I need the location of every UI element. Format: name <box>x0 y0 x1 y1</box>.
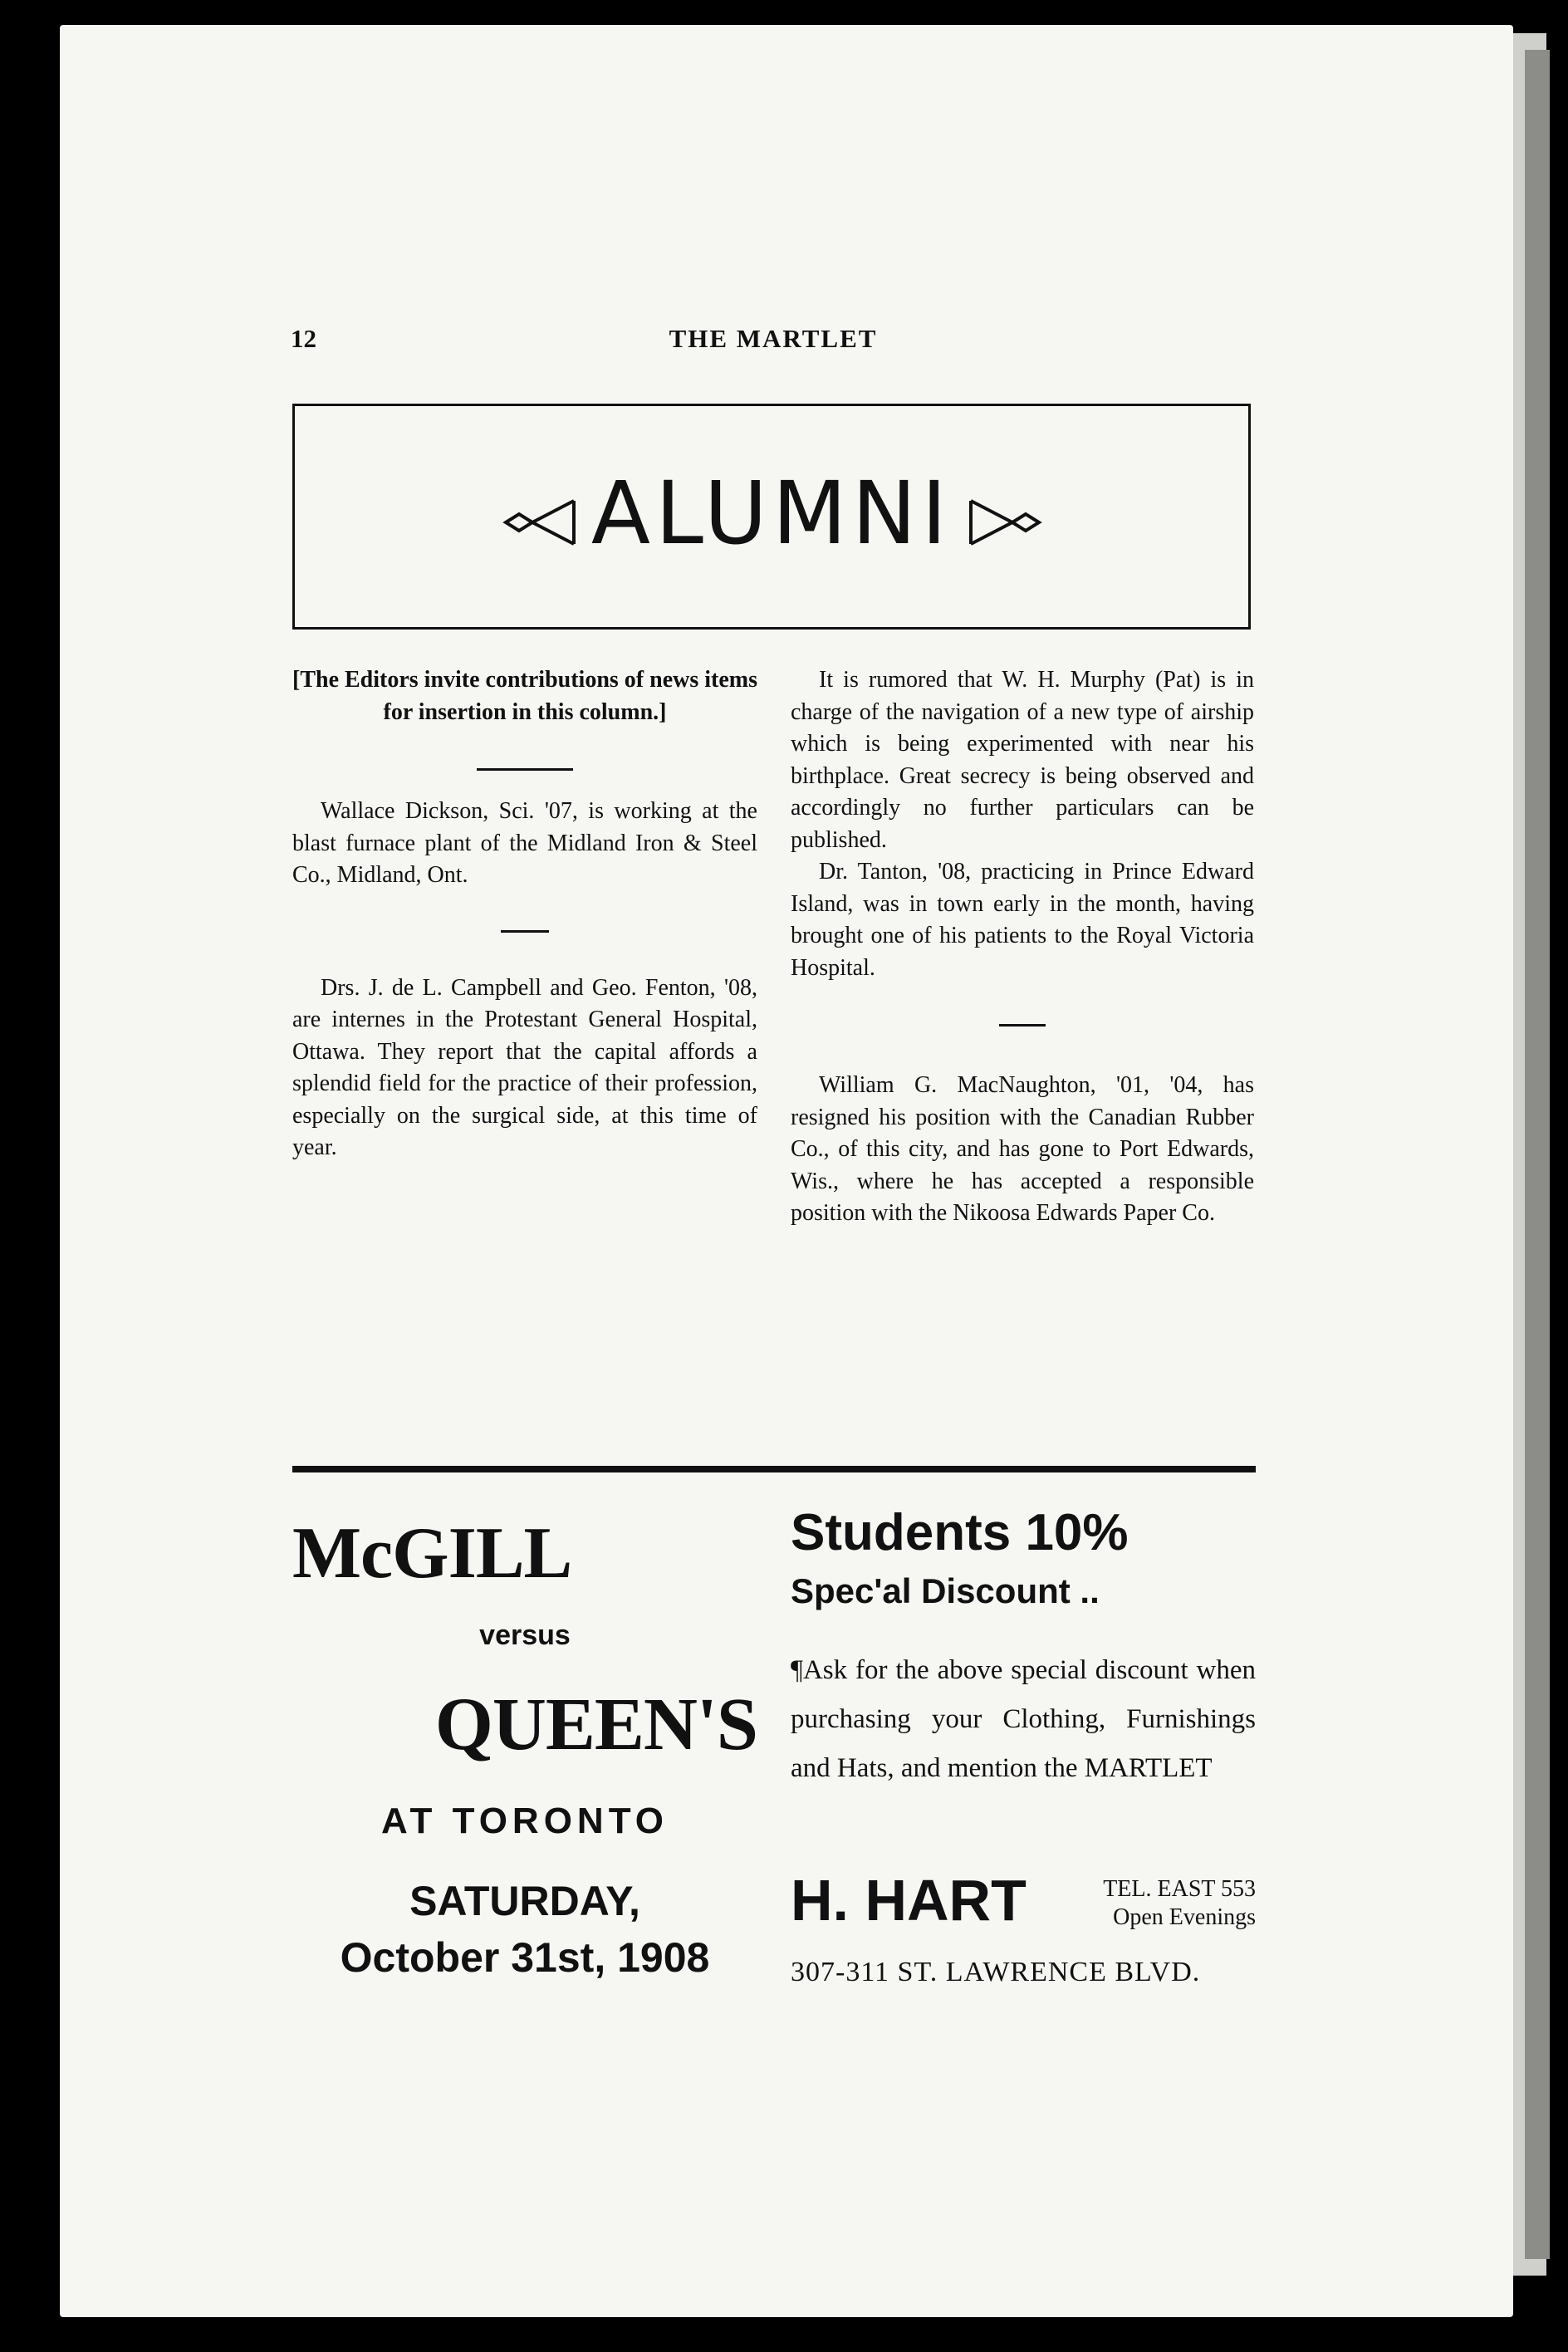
right-column <box>791 664 1254 1230</box>
right-ornament-icon <box>968 497 1042 547</box>
page-edge-shadow <box>1525 50 1550 2259</box>
hart-advertisement <box>791 1495 1256 2010</box>
alumni-banner <box>292 404 1251 630</box>
game-location: AT TORONTO <box>381 1801 669 1841</box>
team-queens: QUEEN'S <box>434 1683 757 1766</box>
store-hours: Open Evenings <box>1113 1904 1256 1930</box>
page-number: 12 <box>291 324 316 353</box>
section-divider <box>477 768 573 771</box>
page-header <box>291 324 1256 365</box>
banner-title: ALUMNI <box>590 463 953 564</box>
ad-divider <box>292 1466 1256 1472</box>
left-column <box>292 664 757 1164</box>
football-advertisement <box>292 1495 757 1993</box>
editors-note: [The Editors invite contributions of news items for insertion in this column.] <box>292 667 757 725</box>
alumni-item: Dr. Tanton, '08, practicing in Prince Edward Island, was in town early in the month, having brought one of his patients to the Royal Victoria Hospital. <box>791 859 1254 981</box>
game-date: October 31st, 1908 <box>340 1934 710 1981</box>
alumni-item: Wallace Dickson, Sci. '07, is working at the blast furnace plant of the Midland Iron & Steel Co., Midland, Ont. <box>292 798 757 888</box>
ad-body-text: ¶Ask for the above special discount when purchasing your Clothing, Furnishings and Hats, and mention the MARTLET <box>791 1655 1256 1783</box>
discount-headline: Students 10% <box>791 1504 1129 1561</box>
section-divider <box>501 930 549 933</box>
journal-title: THE MARTLET <box>669 324 878 353</box>
alumni-item: William G. MacNaughton, '01, '04, has resigned his position with the Canadian Rubber Co., of this city, and has gone to Port Edwards, Wis., where he has accepted a responsible position with the Nikoosa Edwards Paper Co. <box>791 1072 1254 1226</box>
page <box>60 25 1513 2317</box>
store-address: 307-311 ST. LAWRENCE BLVD. <box>791 1957 1201 1987</box>
section-divider <box>999 1024 1046 1027</box>
alumni-item: It is rumored that W. H. Murphy (Pat) is in charge of the navigation of a new type of airship which is being experimented with near his birthplace. Great secrecy is being observed and accordingly no further particulars can be published. <box>791 667 1254 853</box>
game-day: SATURDAY, <box>409 1878 640 1924</box>
telephone: TEL. EAST 553 <box>1103 1876 1256 1902</box>
discount-subhead: Spec'al Discount .. <box>791 1571 1100 1610</box>
team-mcgill: McGILL <box>292 1513 572 1594</box>
store-name: H. HART <box>791 1868 1027 1933</box>
versus-label: versus <box>479 1619 571 1651</box>
alumni-item: Drs. J. de L. Campbell and Geo. Fenton, '08, are internes in the Protestant General Hospital, Ottawa. They report that the capital affords a splendid field for the practice of their profession, especially on the surgical side, at this time of year. <box>292 974 757 1160</box>
store-contact <box>1103 1875 1256 1932</box>
